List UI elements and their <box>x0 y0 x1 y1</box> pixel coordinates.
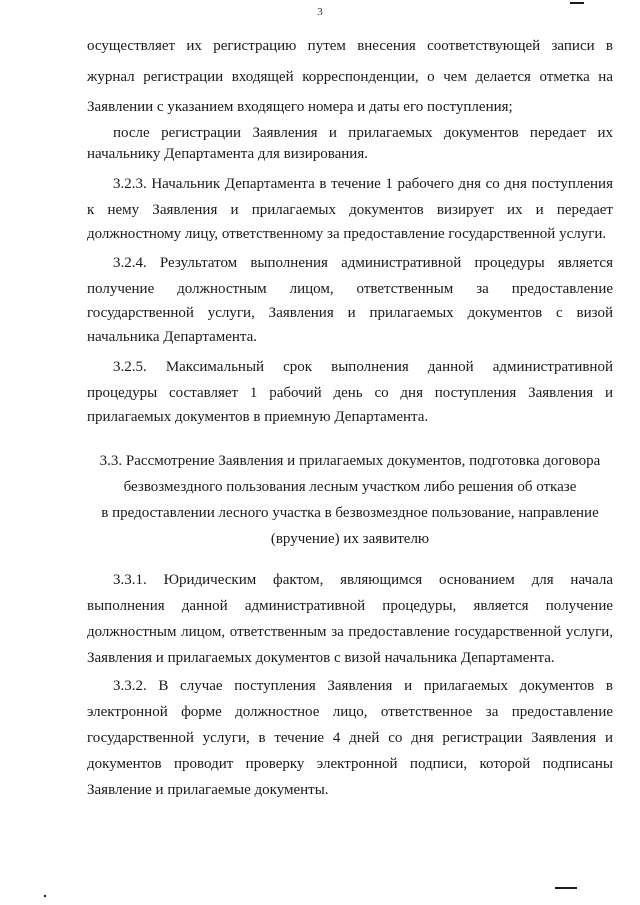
text-line: получение должностным лицом, ответственным за предоставление <box>87 281 613 297</box>
text-line: Заявлении с указанием входящего номера и даты его поступления; <box>87 99 513 115</box>
text-line: государственной услуги, Заявления и прилагаемых документов с визой <box>87 305 613 321</box>
scan-mark-bottom <box>555 887 577 889</box>
text-line: электронной форме должностное лицо, ответственное за предоставление <box>87 704 613 720</box>
text-line: выполнения данной административной процедуры, является получение <box>87 598 613 614</box>
text-line: к нему Заявления и прилагаемых документов визирует их и передает <box>87 202 613 218</box>
heading-line: 3.3. Рассмотрение Заявления и прилагаемых документов, подготовка договора <box>99 453 601 469</box>
text-line: Заявления и прилагаемых документов с визой начальника Департамента. <box>87 650 555 666</box>
heading-line: безвозмездного пользования лесным участком либо решения об отказе <box>123 479 577 495</box>
text-line: 3.2.5. Максимальный срок выполнения данной административной <box>113 359 613 375</box>
page-number: 3 <box>317 6 323 18</box>
text-line: должностным лицом, ответственным за предоставление государственной услуги, <box>87 624 613 640</box>
text-line: после регистрации Заявления и прилагаемых документов передает их <box>113 125 613 141</box>
scan-mark-top <box>570 2 584 4</box>
text-line: должностному лицу, ответственному за предоставление государственной услуги. <box>87 226 607 242</box>
text-line: начальнику Департамента для визирования. <box>87 146 368 162</box>
scan-speck <box>44 895 46 897</box>
text-line: Заявление и прилагаемые документы. <box>87 782 329 798</box>
text-line: осуществляет их регистрацию путем внесения соответствующей записи в <box>87 38 613 54</box>
text-line: 3.3.1. Юридическим фактом, являющимся основанием для начала <box>113 572 613 588</box>
text-line: 3.3.2. В случае поступления Заявления и прилагаемых документов в <box>113 678 613 694</box>
text-line: документов проводит проверку электронной подписи, которой подписаны <box>87 756 613 772</box>
text-line: журнал регистрации входящей корреспонденции, о чем делается отметка на <box>87 69 613 85</box>
text-line: 3.2.4. Результатом выполнения административной процедуры является <box>113 255 613 271</box>
text-line: процедуры составляет 1 рабочий день со дня поступления Заявления и <box>87 385 613 401</box>
heading-line: (вручение) их заявителю <box>270 531 430 547</box>
text-line: 3.2.3. Начальник Департамента в течение 1 рабочего дня со дня поступления <box>113 176 613 192</box>
text-line: начальника Департамента. <box>87 329 258 345</box>
heading-line: в предоставлении лесного участка в безвозмездное пользование, направление <box>101 505 599 521</box>
text-line: государственной услуги, в течение 4 дней со дня регистрации Заявления и <box>87 730 613 746</box>
text-line: прилагаемых документов в приемную Департамента. <box>87 409 429 425</box>
